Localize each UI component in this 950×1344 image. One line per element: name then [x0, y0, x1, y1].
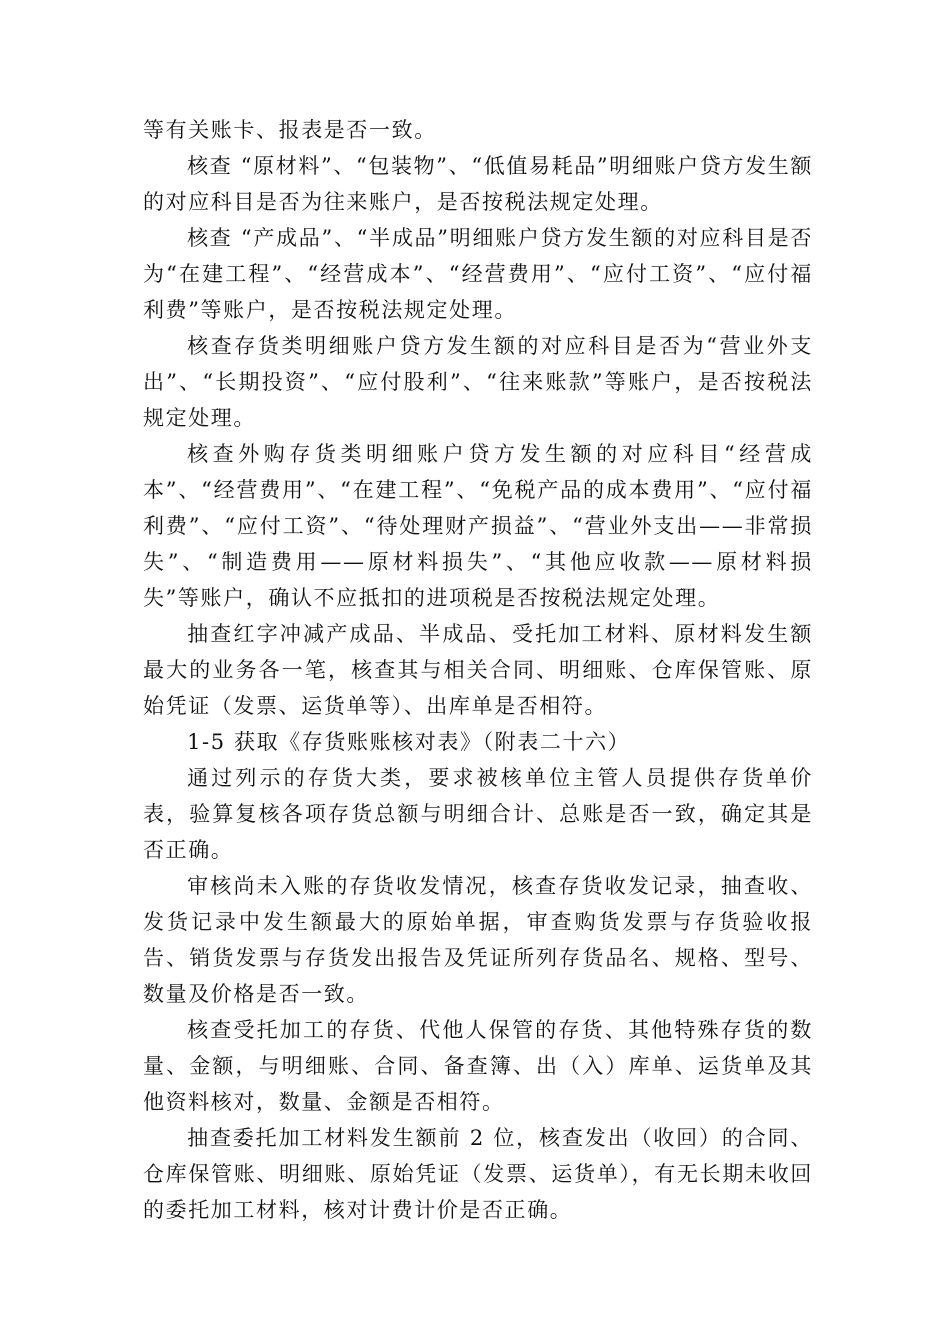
- paragraph: 核查 “原材料”、“包装物”、“低值易耗品”明细账户贷方发生额的对应科目是否为往来账户，是否按税法规定处理。: [143, 154, 813, 214]
- document-body: [143, 112, 813, 1228]
- paragraph: 抽查红字冲减产成品、半成品、受托加工材料、原材料发生额最大的业务各一笔，核查其与相关合同、明细账、仓库保管账、原始凭证（发票、运货单等）、出库单是否相符。: [143, 622, 813, 718]
- paragraph: 抽查委托加工材料发生额前 2 位，核查发出（收回）的合同、仓库保管账、明细账、原始凭证（发票、运货单），有无长期未收回的委托加工材料，核对计费计价是否正确。: [143, 1126, 813, 1222]
- paragraph: 通过列示的存货大类，要求被核单位主管人员提供存货单价表，验算复核各项存货总额与明细合计、总账是否一致，确定其是否正确。: [143, 766, 813, 862]
- paragraph: 核查存货类明细账户贷方发生额的对应科目是否为“营业外支出”、“长期投资”、“应付股利”、“往来账款”等账户，是否按税法规定处理。: [143, 334, 813, 430]
- section-heading: 1-5 获取《存货账账核对表》（附表二十六）: [187, 730, 631, 754]
- paragraph: 审核尚未入账的存货收发情况，核查存货收发记录，抽查收、发货记录中发生额最大的原始单据，审查购货发票与存货验收报告、销货发票与存货发出报告及凭证所列存货品名、规格、型号、数量及价格是否一致。: [143, 874, 813, 1006]
- paragraph: 核查受托加工的存货、代他人保管的存货、其他特殊存货的数量、金额，与明细账、合同、备查簿、出（入）库单、运货单及其他资料核对，数量、金额是否相符。: [143, 1018, 813, 1114]
- paragraph: 核查 “产成品”、“半成品”明细账户贷方发生额的对应科目是否为“在建工程”、“经营成本”、“经营费用”、“应付工资”、“应付福利费”等账户，是否按税法规定处理。: [143, 226, 813, 322]
- paragraph: 核查外购存货类明细账户贷方发生额的对应科目“经营成本”、“经营费用”、“在建工程”、“免税产品的成本费用”、“应付福利费”、“应付工资”、“待处理财产损益”、“营业外支出——非常损失”、“制造费用——原材料损失”、“其他应收款——原材料损失”等账户，确认不应抵扣的进项税是否按税法规定处理。: [143, 442, 813, 610]
- paragraph: 等有关账卡、报表是否一致。: [143, 118, 437, 142]
